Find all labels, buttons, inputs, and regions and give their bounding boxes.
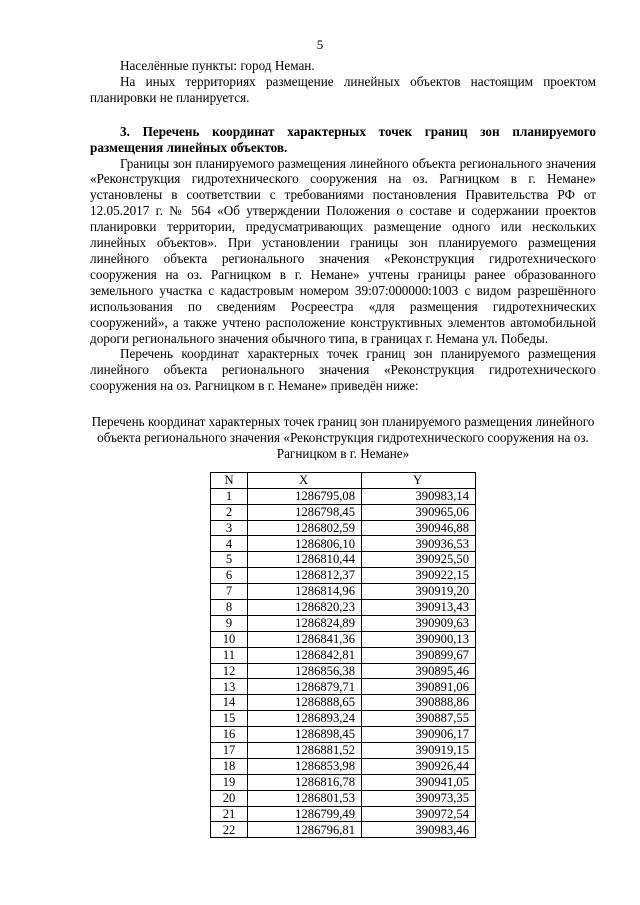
table-row <box>211 647 476 663</box>
paragraph-boundaries: Границы зон планируемого размещения линейного объекта регионального значения «Реконструкция гидротехнического сооружения на оз. Рагницком в г. Немане» установлены в соответствии с требованиями постановления Правительства РФ от 12.05.2017 г. № 564 «Об утверждении Положения о составе и содержании проектов планировки территории, предусматривающих размещение одного или нескольких линейных объектов». При установлении границы зон планируемого размещения линейного объекта регионального значения «Реконструкция гидротехнического сооружения на оз. Рагницком в г. Немане» учтены границы ранее образованного земельного участка с кадастровым номером 39:07:000000:1003 с видом разрешённого использования по сведениям Росреестра «для размещения гидротехнических сооружений», а также учтено расположение конструктивных элементов автомобильной дороги регионального значения обычного типа, в границах г. Немана ул. Победы. <box>90 155 596 346</box>
cell-point-number: 16 <box>211 727 248 743</box>
paragraph-other-territories: На иных территориях размещение линейных объектов настоящим проектом планировки не планируется. <box>90 73 596 105</box>
table-row <box>211 488 476 504</box>
document-body <box>90 58 596 838</box>
cell-point-number: 12 <box>211 663 248 679</box>
cell-point-number: 15 <box>211 711 248 727</box>
cell-x-coordinate: 1286799,49 <box>248 806 362 822</box>
cell-point-number: 20 <box>211 790 248 806</box>
cell-y-coordinate: 390925,50 <box>362 552 476 568</box>
table-row <box>211 615 476 631</box>
cell-x-coordinate: 1286888,65 <box>248 695 362 711</box>
cell-x-coordinate: 1286802,59 <box>248 520 362 536</box>
cell-point-number: 21 <box>211 806 248 822</box>
cell-y-coordinate: 390913,43 <box>362 599 476 615</box>
cell-y-coordinate: 390895,46 <box>362 663 476 679</box>
cell-point-number: 19 <box>211 774 248 790</box>
cell-point-number: 18 <box>211 758 248 774</box>
cell-point-number: 1 <box>211 488 248 504</box>
cell-y-coordinate: 390983,46 <box>362 822 476 838</box>
cell-y-coordinate: 390909,63 <box>362 615 476 631</box>
table-row <box>211 742 476 758</box>
cell-y-coordinate: 390926,44 <box>362 758 476 774</box>
table-row <box>211 822 476 838</box>
table-row <box>211 599 476 615</box>
paragraph-settlements: Населённые пункты: город Неман. <box>120 58 315 73</box>
column-header-x: X <box>248 472 362 488</box>
cell-y-coordinate: 390922,15 <box>362 568 476 584</box>
table-row <box>211 711 476 727</box>
table-row <box>211 568 476 584</box>
cell-y-coordinate: 390900,13 <box>362 631 476 647</box>
cell-y-coordinate: 390906,17 <box>362 727 476 743</box>
cell-x-coordinate: 1286898,45 <box>248 727 362 743</box>
cell-point-number: 4 <box>211 536 248 552</box>
cell-x-coordinate: 1286879,71 <box>248 679 362 695</box>
cell-x-coordinate: 1286798,45 <box>248 504 362 520</box>
table-row <box>211 774 476 790</box>
cell-x-coordinate: 1286810,44 <box>248 552 362 568</box>
coordinates-table <box>210 472 476 838</box>
cell-point-number: 7 <box>211 584 248 600</box>
cell-x-coordinate: 1286796,81 <box>248 822 362 838</box>
column-header-y: Y <box>362 472 476 488</box>
spacer <box>90 106 596 124</box>
cell-y-coordinate: 390972,54 <box>362 806 476 822</box>
page-number: 5 <box>316 37 324 52</box>
cell-point-number: 5 <box>211 552 248 568</box>
section-heading: 3. Перечень координат характерных точек границ зон планируемого размещения линейных объектов. <box>90 123 596 155</box>
cell-y-coordinate: 390936,53 <box>362 536 476 552</box>
cell-point-number: 11 <box>211 647 248 663</box>
cell-y-coordinate: 390965,06 <box>362 504 476 520</box>
cell-x-coordinate: 1286824,89 <box>248 615 362 631</box>
table-row <box>211 584 476 600</box>
table-row <box>211 727 476 743</box>
cell-y-coordinate: 390899,67 <box>362 647 476 663</box>
table-row <box>211 806 476 822</box>
table-row <box>211 520 476 536</box>
cell-x-coordinate: 1286853,98 <box>248 758 362 774</box>
table-row <box>211 663 476 679</box>
cell-point-number: 13 <box>211 679 248 695</box>
cell-x-coordinate: 1286842,81 <box>248 647 362 663</box>
cell-x-coordinate: 1286841,36 <box>248 631 362 647</box>
cell-x-coordinate: 1286820,23 <box>248 599 362 615</box>
cell-point-number: 8 <box>211 599 248 615</box>
cell-x-coordinate: 1286801,53 <box>248 790 362 806</box>
cell-point-number: 10 <box>211 631 248 647</box>
table-row <box>211 695 476 711</box>
cell-y-coordinate: 390888,86 <box>362 695 476 711</box>
cell-y-coordinate: 390919,15 <box>362 742 476 758</box>
cell-x-coordinate: 1286814,96 <box>248 584 362 600</box>
table-row <box>211 536 476 552</box>
cell-x-coordinate: 1286806,10 <box>248 536 362 552</box>
cell-x-coordinate: 1286881,52 <box>248 742 362 758</box>
cell-x-coordinate: 1286856,38 <box>248 663 362 679</box>
cell-x-coordinate: 1286812,37 <box>248 568 362 584</box>
cell-x-coordinate: 1286893,24 <box>248 711 362 727</box>
table-row <box>211 504 476 520</box>
cell-point-number: 3 <box>211 520 248 536</box>
table-body <box>211 488 476 838</box>
cell-point-number: 14 <box>211 695 248 711</box>
cell-point-number: 22 <box>211 822 248 838</box>
cell-y-coordinate: 390891,06 <box>362 679 476 695</box>
cell-x-coordinate: 1286816,78 <box>248 774 362 790</box>
paragraph-list-intro: Перечень координат характерных точек границ зон планируемого размещения линейного объекта регионального значения «Реконструкция гидротехнического сооружения на оз. Рагницком в г. Немане» приведён ниже: <box>90 346 596 394</box>
table-row <box>211 679 476 695</box>
cell-x-coordinate: 1286795,08 <box>248 488 362 504</box>
cell-point-number: 6 <box>211 568 248 584</box>
cell-point-number: 9 <box>211 615 248 631</box>
column-header-n: N <box>211 472 248 488</box>
table-caption: Перечень координат характерных точек границ зон планируемого размещения линейного объекта регионального значения «Реконструкция гидротехнического сооружения на оз. Рагницком в г. Немане» <box>91 414 595 461</box>
table-header-row <box>211 472 476 488</box>
cell-y-coordinate: 390946,88 <box>362 520 476 536</box>
table-row <box>211 758 476 774</box>
cell-y-coordinate: 390973,35 <box>362 790 476 806</box>
table-row <box>211 631 476 647</box>
cell-y-coordinate: 390941,05 <box>362 774 476 790</box>
cell-y-coordinate: 390887,55 <box>362 711 476 727</box>
table-row <box>211 790 476 806</box>
cell-point-number: 2 <box>211 504 248 520</box>
cell-y-coordinate: 390983,14 <box>362 488 476 504</box>
cell-y-coordinate: 390919,20 <box>362 584 476 600</box>
table-row <box>211 552 476 568</box>
cell-point-number: 17 <box>211 742 248 758</box>
